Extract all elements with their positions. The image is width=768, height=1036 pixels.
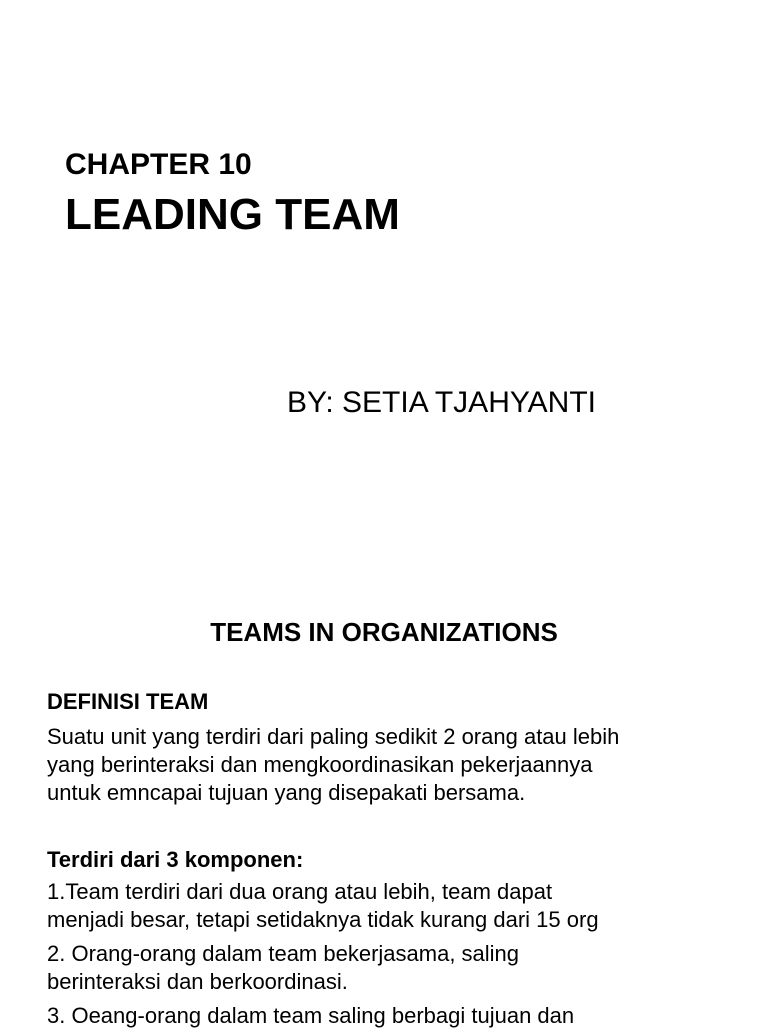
component-item <box>47 878 757 934</box>
chapter-title: LEADING TEAM <box>65 190 400 239</box>
component-line: berinteraksi dan berkoordinasi. <box>47 969 348 994</box>
author-line: BY: SETIA TJAHYANTI <box>287 386 596 419</box>
component-line: 2. Orang-orang dalam team bekerjasama, saling <box>47 941 520 966</box>
chapter-label: CHAPTER 10 <box>65 148 252 181</box>
definition-heading: DEFINISI TEAM <box>47 689 209 714</box>
definition-paragraph <box>47 723 747 807</box>
definition-line: Suatu unit yang terdiri dari paling sedikit 2 orang atau lebih <box>47 724 620 749</box>
component-item <box>47 1002 757 1030</box>
section-heading: TEAMS IN ORGANIZATIONS <box>210 617 558 647</box>
definition-line: yang berinteraksi dan mengkoordinasikan pekerjaannya <box>47 752 593 777</box>
component-line: 1.Team terdiri dari dua orang atau lebih, team dapat <box>47 879 553 904</box>
component-line: menjadi besar, tetapi setidaknya tidak kurang dari 15 org <box>47 907 599 932</box>
component-line: 3. Oeang-orang dalam team saling berbagi tujuan dan <box>47 1003 575 1028</box>
definition-line: untuk emncapai tujuan yang disepakati bersama. <box>47 780 526 805</box>
components-heading: Terdiri dari 3 komponen: <box>47 847 304 872</box>
component-item <box>47 940 757 996</box>
components-list <box>47 878 757 1036</box>
